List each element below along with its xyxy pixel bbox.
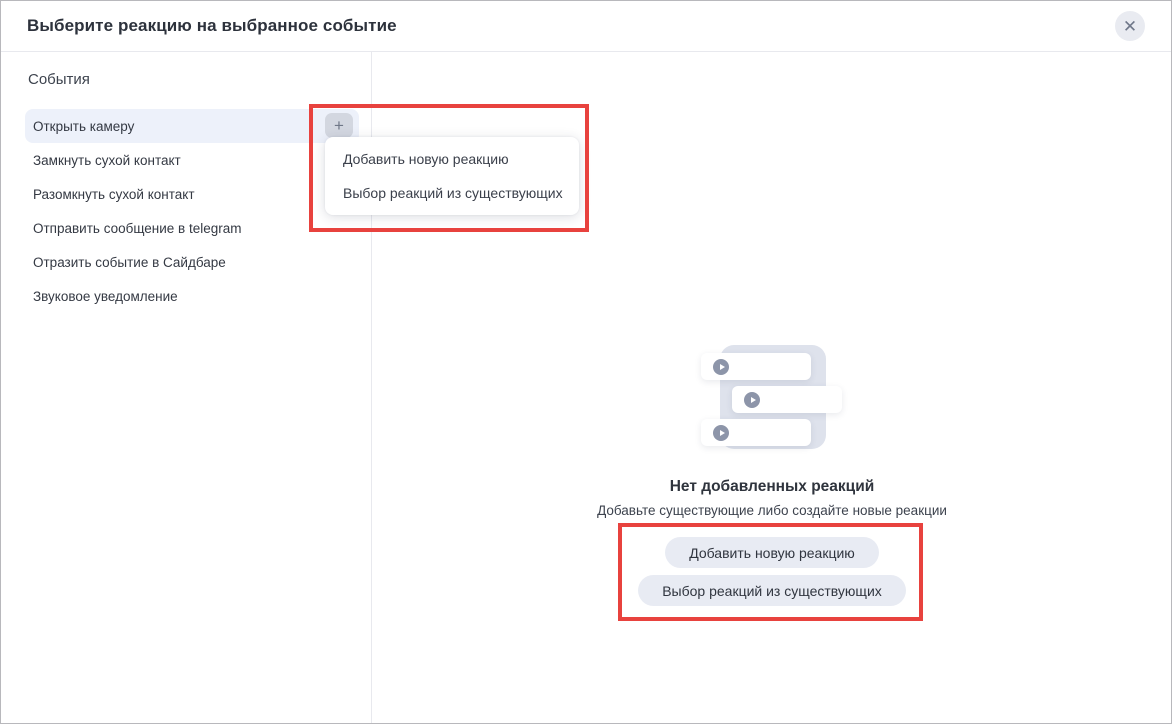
empty-state (373, 343, 1171, 606)
close-button[interactable] (1115, 11, 1145, 41)
add-new-reaction-button[interactable]: Добавить новую реакцию (665, 537, 879, 568)
reactions-empty-illustration (697, 343, 847, 451)
event-item-label: Замкнуть сухой контакт (33, 152, 181, 168)
menu-item-select-existing-reactions[interactable]: Выбор реакций из существующих (343, 185, 563, 201)
add-reaction-menu (325, 137, 579, 215)
plus-icon: + (334, 116, 344, 135)
events-sidebar (1, 52, 372, 723)
event-item-send-telegram[interactable] (25, 211, 359, 245)
event-item-open-camera[interactable] (25, 109, 359, 143)
select-existing-reactions-button[interactable]: Выбор реакций из существующих (638, 575, 906, 606)
add-reaction-button[interactable] (325, 113, 353, 138)
empty-state-title: Нет добавленных реакций (669, 478, 875, 495)
event-item-show-in-sidebar[interactable] (25, 245, 359, 279)
events-list (25, 109, 359, 313)
illustration-card (732, 386, 842, 413)
close-icon: ✕ (1122, 16, 1138, 36)
event-item-label: Звуковое уведомление (33, 288, 178, 304)
play-icon (713, 425, 729, 441)
menu-item-add-new-reaction[interactable]: Добавить новую реакцию (343, 151, 509, 167)
empty-state-subtitle: Добавьте существующие либо создайте новые реакции (597, 503, 947, 518)
dialog-title: Выберите реакцию на выбранное событие (27, 16, 397, 35)
dialog-header (1, 1, 1171, 52)
event-item-close-dry-contact[interactable] (25, 143, 359, 177)
event-item-sound-notification[interactable] (25, 279, 359, 313)
events-sidebar-title: События (28, 71, 90, 88)
play-icon (713, 359, 729, 375)
event-item-label: Разомкнуть сухой контакт (33, 186, 195, 202)
illustration-card (701, 419, 811, 446)
event-item-open-dry-contact[interactable] (25, 177, 359, 211)
event-item-label: Открыть камеру (33, 118, 135, 134)
event-item-label: Отправить сообщение в telegram (33, 220, 242, 236)
event-item-label: Отразить событие в Сайдбаре (33, 254, 226, 270)
play-icon (744, 392, 760, 408)
illustration-card (701, 353, 811, 380)
